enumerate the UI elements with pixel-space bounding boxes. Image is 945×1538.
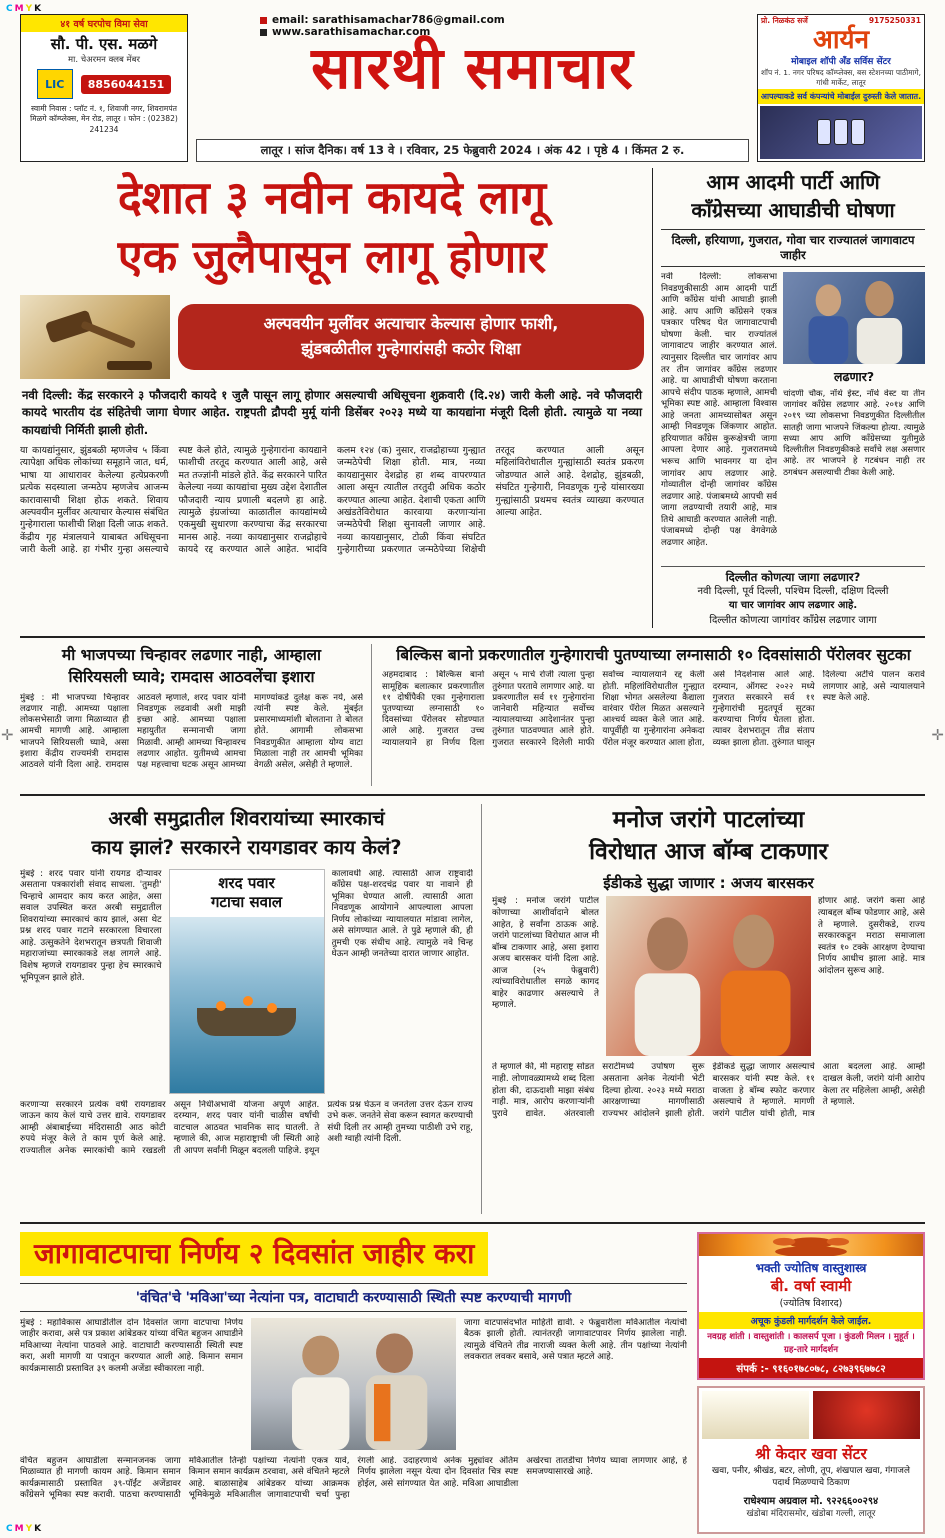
lic-agent-address: स्वामी निवास : प्लॉट नं. १, शिवाजी नगर, शिवरामपंत मिळगे कॉम्प्लेक्स, मेन रोड, लातूर । फोन : (02382) 241234 xyxy=(30,104,178,134)
cmyk-k: K xyxy=(34,4,44,14)
cmyk-k: K xyxy=(34,1524,44,1534)
jarange-story xyxy=(492,804,925,1214)
ladnar-box-body: चांदणी चौक, नॉर्थ ईस्ट, नॉर्थ वेस्ट या तीन जागांवर काँग्रेस लढणार आहे. २०१४ आणि २०१९ च्या लोकसभा निवडणुकीत दिल्लीतील सातही जागा भाजपने जिंकल्या होत्या. त्यामुळे सध्या आप आणि काँग्रेसच्या युतीमुळे दिल्लीतील निवडणुकीकडे सर्वांचे लक्ष असणार आहे. तर भाजपने हे गटबंधन नाही तर ठगबंधन असल्याची टीका केली आहे. xyxy=(783,389,925,478)
jarange-subhead: ईडीकडे सुद्धा जाणार : अजय बारसकर xyxy=(603,874,814,893)
pawar-box-title-line1: शरद पवार xyxy=(218,873,275,892)
aryan-mobile-ad xyxy=(757,14,925,162)
lead-headline-line1: देशात ३ नवीन कायदे लागू xyxy=(117,171,547,224)
vanchit-bottom-columns: वंचित बहुजन आघाडीला सन्मानजनक जागा मिळाव्यात ही मागणी कायम आहे. किमान समान कार्यक्रमासाठी प्रस्तावित ३९-पॉईंट अजेंडावर काँग्रेसने भूमिका स्पष्ट करावी. पाठचा करण्यासाठी मविआतील तिन्ही पक्षांच्या नेत्यांनी एकत्र यावे, किमान समान कार्यक्रम ठरवावा, असे वंचितने म्हटले आहे. बाळासाहेब आंबेडकर यांच्या आक्रमक भूमिकेमुळे मविआतील जागावाटपाची चर्चा पुन्हा रंगली आहे. उदाहरणार्थ अनेक मुद्द्यांवर अंतिम निर्णय झालेला नसून येत्या दोन दिवसांत चित्र स्पष्ट होईल, असे सांगण्यात येत आहे. मविआ आघाडीला अखेरचा तातडीचा निर्णय घ्यावा लागणार आहे, हे समजण्यासारखे आहे. xyxy=(20,1455,687,1501)
seats-line1: नवी दिल्ली, पूर्व दिल्ली, पश्चिम दिल्ली, दक्षिण दिल्ली xyxy=(697,585,889,597)
pawar-question-box xyxy=(169,869,325,1094)
jarange-left-column: मुंबई : मनोज जरांगे पाटील कोणाच्या आशीर्वादाने बोलत आहेत, हे सर्वांना ठाऊक आहे. जरांगे पाटलांच्या विरोधात आज मी बॉम्ब टाकणार आहे, असा इशारा अजय बारसकर यांनी दिला आहे. आज (२५ फेब्रुवारी) त्यांच्याविरोधातील सगळे कागद बाहेर काढणार असल्याचे ते म्हणाले. xyxy=(492,896,599,1011)
lower-stories-row xyxy=(20,794,925,1214)
lead-body-columns: या कायद्यांनुसार, झुंडबळी म्हणजेच ५ किंवा त्यापेक्षा अधिक लोकांच्या समूहाने जात, धर्म, भाषा या आधारावर केलेल्या हत्येप्रकरणी प्रत्येक सदस्याला जन्मठेप म्हणजेच आजन्म कारावासाची शिक्षा होऊ शकते. शिवाय अल्पवयीन मुलींवर अत्याचार केल्यास संबंधित गुन्हेगाराला फाशीची शिक्षा दिली जाऊ शकते. केंद्रीय गृह मंत्रालयाने याबाबत अधिसूचना जारी केली आहे. हा गंभीर गुन्हा असल्याचे स्पष्ट केले होते, त्यामुळे गुन्हेगारांना कायद्याने फाशीची तरतूद करण्यात आली आहे, असे मत तज्ज्ञांनी मांडले होते. केंद्र सरकारने पारित केलेल्या नव्या कायद्यांचा मुख्य उद्देश देशातील फौजदारी न्याय प्रणाली बदलणे हा आहे. त्यामुळे इंग्रजांच्या काळातील कायद्यांमध्ये एकमुखी सुधारणा करण्याचा केंद्र सरकारचा मानस आहे. नव्या कायद्यानुसार राजद्रोहाचे कायदे रद्द करण्यात आले आहेत. भादंवि कलम १२४ (क) नुसार, राजद्रोहाच्या गुन्ह्यात जन्मठेपेची शिक्षा होती. मात्र, नव्या कायद्यानुसार देशद्रोह हा शब्द वापरण्यात आला असून त्यातील तरतुदी अधिक कठोर करण्यात आल्या आहेत. देशाची एकता आणि अखंडतेविरोधात कारवाया करणाऱ्यांना जन्मठेपेची शिक्षा सुनावली जाणार आहे. नव्या कायद्यानुसार, टोळी किंवा संघटित गुन्हेगारीच्या प्रकरणात जन्मठेपेच्या शिक्षेची तरतूद करण्यात आली असून महिलांविरोधातील गुन्ह्यांसाठी स्वतंत्र प्रकरण जोडण्यात आले आहे. देशद्रोह, झुंडबळी, संघटित गुन्हेगारी, निवडणूक गुन्हे यांसारख्या गुन्ह्यांसाठी प्रथमच स्वतंत्र व्याख्या करण्यात आल्या आहेत. xyxy=(20,444,644,556)
ganesh-image xyxy=(699,1234,923,1256)
pawar-box-title-line2: गटाचा सवाल xyxy=(210,893,283,911)
khawa-contact: राधेश्याम अग्रवाल मो. ९२२६६००२९४ xyxy=(743,1495,879,1507)
bullet-square-icon xyxy=(260,29,267,36)
aryan-shop-subtitle: मोबाइल शॉपी अँड सर्विस सेंटर xyxy=(791,57,891,68)
vanchit-headline-wrap xyxy=(20,1232,687,1276)
ladnar-box-title: लढणार? xyxy=(833,369,875,384)
ambedkar-thackeray-photo xyxy=(251,1318,456,1450)
cmyk-c: C xyxy=(6,1524,15,1534)
jarange-right-column: होणार आहे. जरांगे कसा आहे त्याबद्दल बॉम्ब फोडणार आहे, असे ते म्हणाले. दुसरीकडे, राज्य सरकारकडून मराठा समाजाला स्वतंत्र १० टक्के आरक्षण देण्याचा निर्णय आधीच झाला आहे. मात्र आंदोलन सुरूच आहे. xyxy=(818,896,925,976)
seats-box-title: दिल्लीत कोणत्या जागा लढणार? xyxy=(725,569,861,584)
vanchit-subhead: 'वंचित'चे 'मविआ'च्या नेत्यांना पत्र, वाटाघाटी करण्यासाठी स्थिती स्पष्ट करण्याची मागणी xyxy=(20,1283,687,1312)
memorial-bottom-columns: करणाऱ्या सरकारने प्रत्येक वर्षी रायगडावर जाऊन काय केलं याचे उत्तर द्यावे. रायगडावर आम्ही अंबाबाईच्या मंदिरासाठी आठ कोटी रुपये मंजूर केले ते काम पूर्ण केले आहे. राज्यातील अनेक स्मारकांची कामे रखडली असून निधीअभावी योजना अपूर्ण आहेत. दरम्यान, शरद पवार यांनी चाळीस वर्षांची वाटचाल आठवत भावनिक साद घातली. ते म्हणाले की, आज महाराष्ट्राची जी स्थिती आहे ती आपण सर्वांनी मिळून बदलली पाहिजे. इथून प्रत्येक प्रश्न घेऊन व जनतेला उत्तर देऊन राज्य उभे करू. जनतेने सेवा करून स्वागत करण्याची संधी दिली तर आम्ही तुमच्या पाठीशी उभे राहू, अशी ग्वाही त्यांनी दिली. xyxy=(20,1099,473,1156)
athawale-body-columns: मुंबई : मी भाजपच्या चिन्हावर लढणार नाही. आमच्या पक्षाला लोकसभेसाठी जागा मिळाव्यात ही आमची मागणी आहे. आम्हाला भाजपने सिरियसली घ्यावे, असा इशारा केंद्रीय राज्यमंत्री रामदास आठवले यांनी दिला आहे. रामदास आठवले म्हणाले, शरद पवार यांनी निवडणूक लढवावी अशी माझी इच्छा आहे. आमच्या पक्षाला महायुतीत सन्मानाची जागा मिळावी. आम्ही आमच्या चिन्हावरच लढणार आहोत. युतीमध्ये आमचा पक्ष महत्त्वाचा घटक असून आमच्या मागण्यांकडे दुर्लक्ष करू नये, असे त्यांनी स्पष्ट केले. मुंबईत प्रसारमाध्यमांशी बोलताना ते बोलत होते. आगामी लोकसभा निवडणुकीत आम्हाला योग्य वाटा मिळाला नाही तर आमची भूमिका वेगळी असेल, असेही ते म्हणाले. xyxy=(20,692,363,770)
astro-title: भक्ती ज्योतिष वास्तुशास्त्र xyxy=(755,1261,867,1276)
boat-shape xyxy=(197,1008,296,1036)
aryan-shop-name: आर्यन xyxy=(812,25,870,55)
memorial-left-column: मुंबई : शरद पवार यांनी रायगड दौऱ्यावर असताना पत्रकारांशी संवाद साधला. 'तुमही' चिन्हाचे आमदार काय करत आहेत, असा सवाल उपस्थित करत अरबी समुद्रातील शिवरायांच्या स्मारकाचं काय झालं, असा थेट प्रश्न शरद पवार गटाने सरकारला विचारला आहे. उत्सुकतेने देशभरातून छत्रपती शिवाजी महाराजांच्या स्मारकाकडे लक्ष लागले आहे. विशेष म्हणजे रायगडावर पुन्हा हेच स्मारकाचे भूमिपूजन झाले होते. xyxy=(20,868,162,983)
jarange-headline xyxy=(492,804,925,868)
aap-headline xyxy=(661,168,925,224)
mobile-phones-image xyxy=(760,106,922,159)
website-text: www.sarathisamachar.com xyxy=(272,26,431,38)
lic-agent-designation: मा. चेअरमन क्लब मेंबर xyxy=(68,55,140,65)
email-line xyxy=(196,14,749,26)
shivaji-memorial-story xyxy=(20,804,482,1214)
bottom-row xyxy=(20,1222,925,1534)
seats-line3: दिल्लीत कोणत्या जागांवर काँग्रेस लढणार जागा xyxy=(709,614,877,626)
lead-headline xyxy=(20,168,644,287)
astrology-ad xyxy=(697,1232,925,1380)
banner-line1: अल्पवयीन मुलींवर अत्याचार केल्यास होणार फाशी, xyxy=(263,313,559,333)
gavel-photo xyxy=(20,295,170,379)
dateline-bar: लातूर । सांज दैनिक। वर्ष 13 वे । रविवार, 25 फेब्रुवारी 2024 । अंक 42 । पृष्ठे 4 । किंमत 2 रु. xyxy=(196,139,749,162)
two-men-silhouette xyxy=(606,896,811,1056)
aryan-owner: प्रो. निळकंठ सर्जे xyxy=(761,16,808,25)
cmyk-registration-top xyxy=(6,4,43,14)
banner-line2: झुंडबळीतील गुन्हेगारांसही कठोर शिक्षा xyxy=(301,338,521,358)
email-text: email: sarathisamachar786@gmail.com xyxy=(272,14,505,26)
lead-headline-line2: एक जुलैपासून लागू होणार xyxy=(117,230,547,284)
top-stories-row xyxy=(20,168,925,628)
leaders-silhouette xyxy=(783,272,925,364)
life-jacket-dot xyxy=(267,1003,277,1013)
astro-note-strip: अचूक कुंडली मार्गदर्शन केले जाईल. xyxy=(699,1312,923,1329)
seats-line2: या चार जागांवर आप लढणार आहे. xyxy=(728,600,858,611)
phone-icon xyxy=(851,119,865,145)
vanchit-left-column: मुंबई : महाविकास आघाडीतील दोन दिवसांत जागा वाटपाचा निर्णय जाहीर करावा, असे पत्र प्रकाश आंबेडकर यांच्या वंचित बहुजन आघाडीने मविआच्या नेत्यांना पाठवले आहे. वाटाघाटी करण्यासाठी स्थिती स्पष्ट करा, अशी मागणी या पत्रातून करण्यात आली आहे. किमान समान कार्यक्रमासाठी प्रस्तावित ३९ कलमी अजेंडा स्वीकारला नाही. xyxy=(20,1317,243,1375)
khawa-items: खवा, पनीर, श्रीखंड, बटर, लोणी, तूप, शंखपाल खवा, गंगाजले पदार्थ मिळण्याचे ठिकाण xyxy=(712,1466,910,1489)
cmyk-m: M xyxy=(14,1524,26,1534)
bilkis-body-columns: अहमदाबाद : बिल्किस बानो सामूहिक बलात्कार प्रकरणातील ११ दोषींपैकी एका गुन्हेगाराला पुतण्याच्या लग्नासाठी १० दिवसांच्या पॅरोलवर सोडण्यात आले आहे. गुजरात उच्च न्यायालयाने हा निर्णय दिला असून ५ मार्च रोजी त्याला पुन्हा तुरुंगात परतावे लागणार आहे. या प्रकरणातील सर्व ११ गुन्हेगारांना जानेवारी महिन्यात सर्वोच्च न्यायालयाच्या आदेशानंतर पुन्हा तुरुंगात पाठवण्यात आले होते. गुजरात सरकारने दिलेली माफी सर्वोच्च न्यायालयाने रद्द केली होती. महिलांविरोधातील गुन्ह्यात शिक्षा भोगत असलेल्या कैद्याला वारंवार पॅरोल मिळत असल्याने आश्चर्य व्यक्त केले जात आहे. यापूर्वीही या गुन्हेगारांना अनेकदा पॅरोल मंजूर करण्यात आला होता, असे निदर्शनास आले आहे. दरम्यान, ऑगस्ट २०२२ मध्ये गुजरात सरकारने सर्व ११ गुन्हेगारांची मुदतपूर्व सुटका करण्याचा निर्णय घेतला होता. त्यावर देशभरातून तीव्र संताप व्यक्त झाला होता. तुरुंगात घालून दिलेल्या अटींचे पालन करावे लागणार आहे, असे न्यायालयाने स्पष्ट केले आहे. xyxy=(382,670,925,748)
chili-bowl-image xyxy=(813,1391,920,1439)
raigad-sea-photo xyxy=(170,917,324,1093)
lead-intro: नवी दिल्ली: केंद्र सरकारने ३ फौजदारी कायदे १ जुलै पासून लागू होणार असल्याची अधिसूचना शुक्रवारी (दि.२४) जारी केली आहे. नवे फौजदारी कायदे भारतीय दंड संहितेची जागा घेणार आहेत. राष्ट्रपती द्रौपदी मुर्मू यांनी डिसेंबर २०२३ मध्ये या कायद्यांना मंजूरी दिली होती. त्यामुळे या नव्या कायद्यांची निर्मिती झाली होती. xyxy=(22,387,642,437)
athawale-headline xyxy=(20,644,363,689)
aryan-phone: 9175250331 xyxy=(868,16,921,25)
jarange-barsakar-photo xyxy=(606,896,811,1056)
khawa-address: खंडोबा मंदिरासमोर, खंडोबा गल्ली, लातूर xyxy=(746,1508,876,1519)
gavel-illustration xyxy=(20,295,170,379)
pawar-box-title xyxy=(170,870,324,917)
memorial-headline-line2: काय झालं? सरकारने रायगडावर काय केलं? xyxy=(91,836,402,860)
aap-congress-story xyxy=(652,168,925,628)
cmyk-m: M xyxy=(14,4,26,14)
leaders-silhouette xyxy=(251,1318,456,1450)
cmyk-c: C xyxy=(6,4,15,14)
middle-stories-row xyxy=(20,636,925,786)
athawale-headline-line2: सिरियसली घ्यावे; रामदास आठवलेंचा इशारा xyxy=(68,668,315,687)
registration-crosshair-left: ✛ xyxy=(1,726,14,744)
phone-icon xyxy=(817,119,831,145)
memorial-right-column: कालावधी आहे. त्यासाठी आज राष्ट्रवादी काँग्रेस पक्ष-शरदचंद्र पवार या नावाने ही भूमिका घेण्यात आली. त्यासाठी आता निवडणूक आयोगाने आपल्याला आपला निर्णय लोकांच्या न्यायालयात मांडावा लागेल, असे सांगण्यात आले. ते पुढे म्हणाले की, ही तुमची एक संधीच आहे. त्यामुळे नवे चिन्ह घेऊन आम्ही जनतेच्या दारात जाणार आहोत. xyxy=(331,868,473,960)
lead-subhead-banner xyxy=(178,304,644,370)
masthead-center xyxy=(196,14,749,162)
lic-insurance-ad xyxy=(20,14,188,162)
registration-crosshair-right: ✛ xyxy=(931,726,944,744)
aap-headline-line1: आम आदमी पार्टी आणि xyxy=(706,170,880,194)
aap-body-text: नवी दिल्ली: लोकसभा निवडणुकीसाठी आम आदमी पार्टी आणि काँग्रेस यांची आघाडी झाली आहे. आप आणि काँग्रेसने एकत्र पत्रकार परिषद घेत जागावाटपाची घोषणा केली. चार राज्यांतलं जागावाटप जाहीर करण्यात आलं. त्यानुसार दिल्लीत चार जागांवर आप तर तीन जागांवर काँग्रेस लढणार आहे. या आघाडीची घोषणा करताना आपचे संदीप पाठक म्हणाले, आमची भूमिका स्पष्ट आहे. आम्हाला विश्वास आहे जनता आमच्यासोबत असून आम्ही निवडणूक जिंकणार आहोत. हरियाणात काँग्रेस कुरूक्षेत्रची जागा आपला देणार आहे. गुजरातमध्ये भरूच आणि भावनगर या दोन जागांवर आप लढणार आहे. गोव्यातील दोन्ही जागांवर काँग्रेस लढणार आहे. पंजाबमध्ये आपची सर्व जागा लढण्याची तयारी आहे, मात्र तिथे आघाडी करण्यात आलेली नाही. पंजाबमध्ये दोन्ही पक्ष वेगवेगळे लढणार आहेत. xyxy=(661,272,778,548)
khawa-title: श्री केदार खवा सेंटर xyxy=(755,1445,867,1463)
astro-contact: संपर्क :- ९१६०१७८०७८, ८२७३९६७७८२ xyxy=(699,1358,923,1378)
astro-name: बी. वर्षा स्वामी xyxy=(770,1277,852,1296)
bilkis-headline: बिल्किस बानो प्रकरणातील गुन्हेगाराची पुतण्याच्या लग्नासाठी १० दिवसांसाठी पॅरोलवर सुटका xyxy=(396,646,911,664)
lic-logo: LIC xyxy=(37,69,73,99)
khawa-center-ad xyxy=(697,1386,925,1534)
cmyk-y: Y xyxy=(25,1524,35,1534)
lic-agent-phone: 8856044151 xyxy=(81,75,172,94)
jarange-bottom-columns: ते म्हणाले की, मी महाराष्ट्र सोडत नाही. लोणावळ्यामध्ये शब्द दिला होता की, दाऊदाशी माझा संबंध नाही. मात्र, आरोप करणाऱ्यांनी पुरावे द्यावेत. अंतरवाली सराटीमध्ये उपोषण सुरू असताना अनेक नेत्यांनी भेटी दिल्या होत्या. २०२३ मध्ये मराठा आरक्षणाच्या मागणीसाठी राज्यभर आंदोलने झाली होती. ईडीकडे सुद्धा जाणार असल्याचे बारसकर यांनी स्पष्ट केले. ११ वाजता हे बॉम्ब स्फोट करणार असल्याचे ते म्हणाले. मागणी जरांगे पाटील यांची होती, मात्र आता बदलला आहे. आम्ही दाखल केली, जरांगे यांनी आरोप केला तर महिलेला आम्ही, असेही ते म्हणाले. xyxy=(492,1062,925,1119)
cmyk-y: Y xyxy=(25,4,35,14)
aryan-shop-address: शॉप नं. 1. नगर परिषद कॉम्प्लेक्स, बस स्टेशनच्या पाठीमागे, गांधी मार्केट, लातूर xyxy=(761,68,921,87)
life-jacket-dot xyxy=(216,1001,226,1011)
memorial-headline-line1: अरबी समुद्रातील शिवरायांच्या स्मारकाचं xyxy=(108,807,385,830)
jarange-headline-line1: मनोज जरांगे पाटलांच्या xyxy=(612,807,805,833)
bilkis-bano-story xyxy=(382,644,925,786)
vanchit-headline: जागावाटपाचा निर्णय २ दिवसांत जाहीर करा xyxy=(20,1232,488,1276)
newspaper-title: सारथी समाचार xyxy=(311,34,634,102)
bullet-square-icon xyxy=(260,17,267,24)
aryan-shop-note: आपल्याकडे सर्व कंपन्यांचे मोबाईल दुरुस्ती केले जातात. xyxy=(758,89,924,104)
delhi-seats-box xyxy=(661,566,925,629)
memorial-headline xyxy=(20,804,473,863)
ganesh-silhouette xyxy=(699,1234,923,1256)
athawale-headline-line1: मी भाजपच्या चिन्हावर लढणार नाही, आम्हाला xyxy=(61,646,322,664)
cmyk-registration-bottom xyxy=(6,1524,43,1534)
vanchit-right-column: जागा वाटपासंदर्भात माहिती द्यावी. २ फेब्रुवारीला मविआतील नेत्यांची बैठक झाली होती. त्यानंतरही जागावाटपावर निर्णय झालेला नाही. त्यामुळे वंचितने तीव्र नाराजी व्यक्त केली आहे. तीन पक्षांच्या नेत्यांनी लवकरात लवकर बसावे, असे पत्रात म्हटले आहे. xyxy=(464,1317,687,1363)
astro-qualification: (ज्योतिष विशारद) xyxy=(779,1298,843,1310)
vanchit-story xyxy=(20,1232,687,1534)
lead-story xyxy=(20,168,652,628)
bottom-ads-column xyxy=(697,1232,925,1534)
lic-agent-name: सौ. पी. एस. मळगे xyxy=(50,35,158,53)
masthead-header xyxy=(20,14,925,162)
aap-headline-line2: काँग्रेसच्या आघाडीची घोषणा xyxy=(691,198,895,222)
phone-icon xyxy=(834,119,848,145)
khawa-food-image xyxy=(702,1391,809,1439)
aap-subhead: दिल्ली, हरियाणा, गुजरात, गोवा चार राज्यातलं जागावाटप जाहीर xyxy=(661,229,925,267)
astro-services: नवग्रह शांती । वास्तुशांती । कालसर्प पूजा । कुंडली मिलन । मुहूर्त । ग्रह-तारे मार्गदर्शन xyxy=(707,1332,915,1355)
lic-ad-ribbon: ४१ वर्ष घरपोच विमा सेवा xyxy=(21,15,187,32)
aap-congress-leaders-photo xyxy=(783,272,925,364)
jarange-headline-line2: विरोधात आज बॉम्ब टाकणार xyxy=(589,839,828,866)
athawale-story xyxy=(20,644,372,786)
life-jacket-dot xyxy=(243,996,253,1006)
